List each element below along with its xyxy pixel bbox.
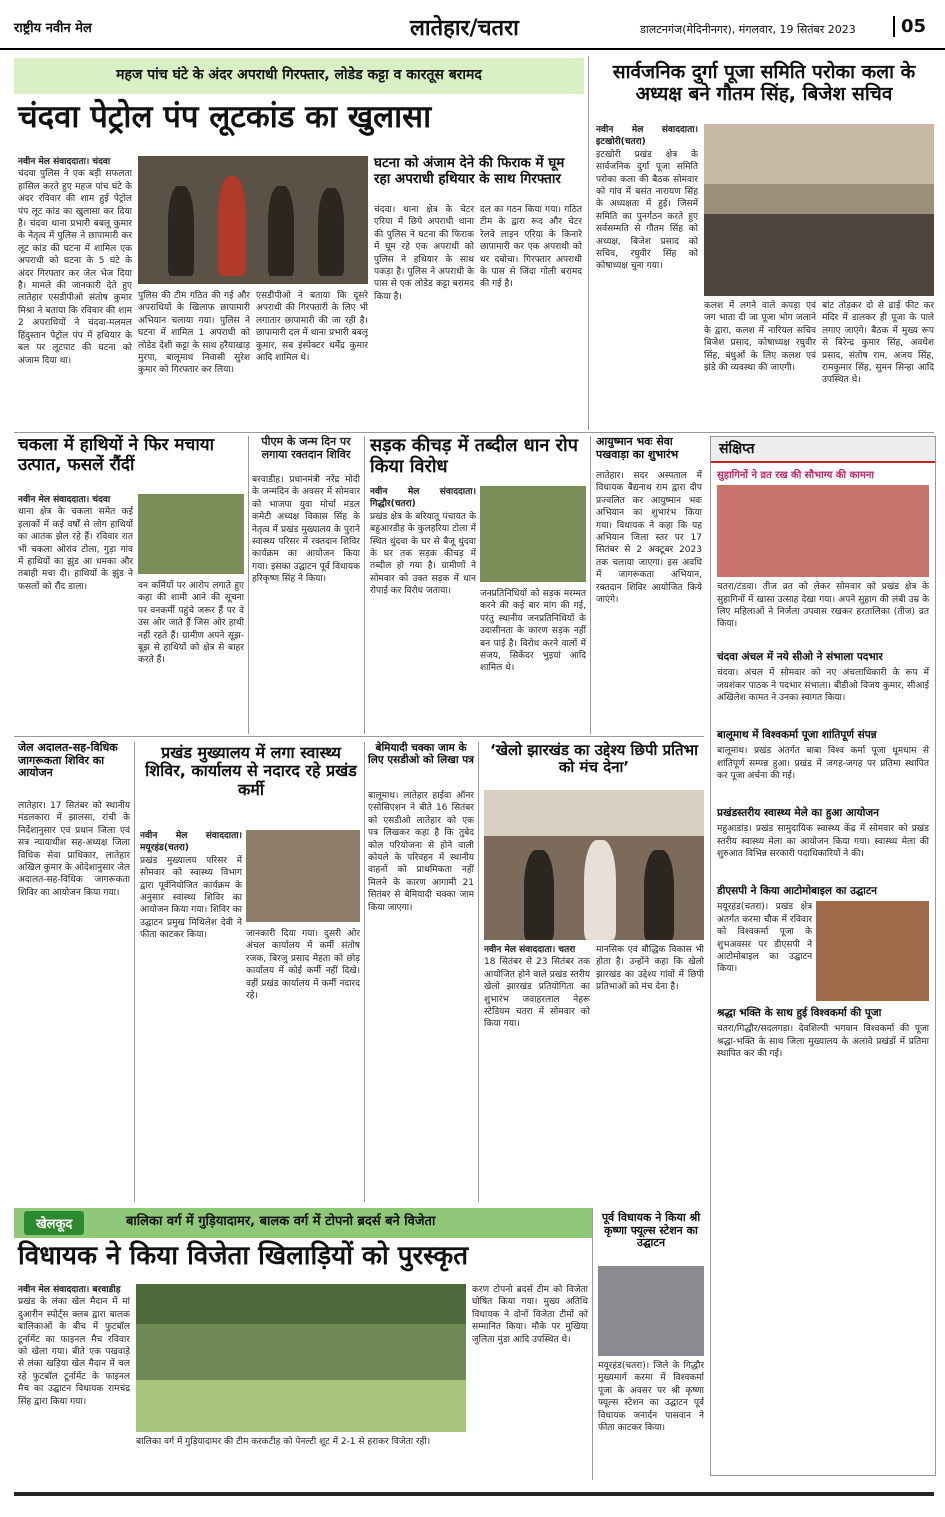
khelo-col2: मानसिक एवं बौद्धिक विकास भी होता है। उन्होंने कहा कि खेलो झारखंड का उद्देश्य गांवों में छिपी प्रतिभाओं को मंच देना है। <box>596 945 704 993</box>
lead-headline: चंदवा पेट्रोल पंप लूटकांड का खुलासा <box>18 99 432 135</box>
sports-body-text: प्रखंड के लंका खेल मैदान में मां दुआरीन स्पोर्ट्स क्लब द्वारा बालक बालिकाओं के बीच में फुटबॉल टूर्नामेंट का फाइनल मैच रविवार को खेला गया। बीते एक पखवाड़े से लंका खड़िया खेल मैदान में चल रहे फुटबॉल टूर्नामेंट के फाइनल मैच का उद्घाटन विधायक रामचंद्र सिंह द्वारा किया गया। <box>18 1297 130 1407</box>
brief-item6-headline: श्रद्धा भक्ति के साथ हुई विश्वकर्मा की पूजा <box>717 1007 882 1020</box>
brief-item5-body: मयूरहंड(चतरा)। प्रखंड क्षेत्र अंतर्गत करमा चौक में रविवार को विश्वकर्मा पूजा के शुभअवसर पर डीएसपी ने आटोमोबाइल का उद्घाटन किया। <box>717 902 813 975</box>
petrol-body: मयूरहंड(चतरा)। जिले के गिद्धौर मुख्यमार्ग करमा में विश्वकर्मा पूजा के अवसर पर श्री कृष्णा फ्यूल्स स्टेशन का उद्घाटन पूर्व विधायक जनार्दन पासवान ने फीता काटकर किया। <box>598 1361 704 1434</box>
lead-sub-col2: दल का गठन किया गया। गठित टीम के द्वारा रूद और चेटर रेलवे लाइन एरिया के किनारे छापामारी कर एक अपराधी को धर दबोचा। गिरफ्तार अपराधी के पास से जिंदा गोली बरामद की गई है। <box>480 205 582 290</box>
lead-col3: एसडीपीओ ने बताया कि दूसरे अपराधी की गिरफ्तारी के लिए भी लगातार छापामारी की जा रही है। छापामारी दल में थाना प्रभारी बबलू कुमार, सब इंस्पेक्टर धर्मेंद्र कुमार आदि शामिल थे। <box>256 291 368 364</box>
healthcamp-body-text: प्रखंड मुख्यालय परिसर में सोमवार को स्वास्थ्य विभाग द्वारा पूर्वनियोजित कार्यक्रम के अनुसार स्वास्थ्य शिविर का आयोजन किया गया। शिविर का उद्घाटन प्रमुख मिथिलेश देवी ने फीता काटकर किया। <box>140 855 242 941</box>
durga-col3: बांट तोड़कर दो से ढाई फीट कर मंदिर में डालकर ही पूजा के पाले लगाए जाएंगे। बैठक में मुख्य रूप से बिरेन्द्र कुमार सिंह, अवधेश प्रसाद, संतोष राम, अजय सिंह, रामकुमार सिंह, सुमन सिन्हा आदि उपस्थित थे। <box>822 301 934 386</box>
newspaper-logo: राष्ट्रीय नवीन मेल <box>14 21 92 36</box>
column-divider <box>590 436 591 734</box>
road-col2: जनप्रतिनिधियों को सड़क मरम्मत करने की कई बार मांग की गई, परंतु स्थानीय जनप्रतिनिधियों के उदासीनता के कारण सड़क नहीं बन पाई है। विरोध करने वालों में संजय, सिकेंदर भुइयां आदि शामिल थे। <box>480 589 586 674</box>
road-body-text: प्रखंड क्षेत्र के बरियातू पंचायत के बहुआरडीह के कुलहरिया टोला में स्थित धुंदवा के घर से बैजू धुंदवा के घर तक सड़क कीचड़ में तब्दील हो गया है। ग्रामीणों ने सोमवार को उक्त सड़क में धान रोपाई कर विरोध जताया। <box>370 511 476 597</box>
brief-item3-headline: बालूमाथ में विश्वकर्मा पूजा शांतिपूर्ण संपन्न <box>717 729 877 742</box>
healthcamp-byline: नवीन मेल संवाददाता। मयूरहंड(चतरा) <box>140 831 242 854</box>
footer-rule <box>14 1492 934 1496</box>
dateline: डालटनगंज(मेदिनीनगर), मंगलवार, 19 सितंबर 2023 <box>640 23 856 36</box>
road-body <box>370 486 476 730</box>
legalcamp-headline: जेल अदालत-सह-विधिक जागरूकता शिविर का आयोजन <box>18 741 118 780</box>
bloodcamp-headline: पीएम के जन्म दिन पर लगाया रक्तदान शिविर <box>261 435 351 461</box>
lead-photo <box>138 156 368 284</box>
healthcamp-headline: प्रखंड मुख्यालय में लगा स्वास्थ्य शिविर, कार्यालय से नदारद रहे प्रखंड कर्मी <box>145 743 357 799</box>
elephants-body-text: थाना क्षेत्र के चकला समेत कई इलाकों में कई वर्षों से लोग हाथियों का आतंक झेल रहे हैं। रविवार रात भी चकला ओरांव टोला, गुड़ा गांव में हाथियों का झुंड आ धमका और तबाही मचा दी। हाथियों के झुंड ने फसलों को रौंद डाला। <box>18 507 133 592</box>
bloodcamp-body: बरवाडीह। प्रधानमंत्री नरेंद्र मोदी के जन्मदिन के अवसर में सोमवार को भाजपा युवा मोर्चा मंडल कमेटी अध्यक्ष विकास सिंह के नेतृत्व में प्रखंड मुख्यालय के पुराने स्वास्थ्य परिसर में रक्तदान शिविर कार्यक्रम का आयोजन किया गया। इसका उद्घाटन पूर्व विधायक हरिकृष्ण सिंह ने किया। <box>252 475 360 585</box>
brief-item2-body: चंदवा। अंचल में सोमवार को नए अंचलाधिकारी के रूप में जयशंकर पाठक ने पदभार संभाला। बीडीओ विजय कुमार, सीआई अखिलेश कामत ने उनका स्वागत किया। <box>717 668 929 703</box>
sports-photo <box>136 1284 466 1432</box>
ayushman-body: लातेहार। सदर अस्पताल में विधायक बैद्यनाथ राम द्वारा दीप प्रज्वलित कर आयुष्मान भवः अभियान का शुभारंभ किया गया। विधायक ने कहा कि यह अभियान जिला स्तर पर 17 सितंबर से 2 अक्टूबर 2023 तक चलाया जाएगा। इस अवधि में जागरूकता अभियान, रक्तदान शिविर आयोजित किये जाएंगे। <box>596 471 702 606</box>
brief-item5-photo <box>816 901 929 1001</box>
sports-kicker-band <box>14 1208 592 1238</box>
road-photo <box>480 486 586 582</box>
section-title: लातेहार/चतरा <box>410 16 519 41</box>
lead-kicker: महज पांच घंटे के अंदर अपराधी गिरफ्तार, लोडेड कट्टा व कारतूस बरामद <box>116 67 482 83</box>
durga-photo <box>704 124 934 296</box>
brief-item1-body: चतरा/टंडवा। तीज व्रत को लेकर सोमवार को प्रखंड क्षेत्र के सुहागिनों में खासा उत्साह देखा गया। अपने सुहाग की लंबी उम्र के लिए महिलाओं ने निर्जला उपवास रखकर हरतालिका (तीज) व्रत किया। <box>717 582 929 630</box>
lead-sub-headline: घटना को अंजाम देने की फिराक में घूम रहा अपराधी हथियार के साथ गिरफ्तार <box>374 155 565 187</box>
khelo-headline: ‘खेलो झारखंड का उद्देश्य छिपी प्रतिभा को मंच देना’ <box>490 741 698 777</box>
durga-byline: नवीन मेल संवाददाता। इटखोरी(चतरा) <box>596 125 698 148</box>
sports-photo-caption: बालिका वर्ग में गुड़ियादामर की टीम करकटीह को पेनल्टी शूट में 2-1 से हराकर विजेता रही। <box>136 1437 431 1447</box>
brief-item2-headline: चंदवा अंचल में नये सीओ ने संभाला पदभार <box>717 651 883 664</box>
khelo-body-text: 18 सितंबर से 23 सितंबर तक आयोजित होने वाले प्रखंड स्तरीय खेलो झारखंड प्रतियोगिता का शुभारंभ जवाहरलाल नेहरू स्टेडियम चतरा में सोमवार को किया गया। <box>484 957 590 1030</box>
petrol-headline: पूर्व विधायक ने किया श्री कृष्णा फ्यूल्स स्टेशन का उद्घाटन <box>601 1211 701 1250</box>
sports-body <box>18 1284 130 1480</box>
jam-body: बालूमाथ। लातेहार हाईवा ऑनर एसोसिएशन ने बीते 16 सितंबर को एसडीओ लातेहार को एक पत्र लिखकर कहा है कि तुबेद कोल परियोजना से होने वाली कोयले के परिवहन में स्थानीय वाहनों को प्राथमिकता नहीं मिलने के कारण आगामी 21 सितंबर से बेमियादी चक्का जाम किया जाएगा। <box>368 791 474 913</box>
brief-sidebar <box>710 436 936 1476</box>
legalcamp-body: लातेहार। 17 सितंबर को स्थानीय मंडलकारा में झालसा, रांची के निर्देशानुसार एवं प्रधान जिला एवं सत्र न्यायाधीश सह-अध्यक्ष जिला विधिक सेवा प्राधिकार, लातेहार अखिल कुमार के ओदेशानुसार जेल अदालत-सह-विधिक जागरूकता शिविर का आयोजन किया गया। <box>18 801 130 898</box>
khelo-body <box>484 944 590 1202</box>
khelo-byline: नवीन मेल संवाददाता। चतरा <box>484 945 576 955</box>
column-divider <box>364 436 365 734</box>
durga-body <box>596 124 698 424</box>
brief-item5-headline: डीएसपी ने किया आटोमोबाइल का उद्घाटन <box>717 885 877 898</box>
healthcamp-col2: जानकारी दिया गया। दुसरी ओर अंचल कार्यालय में कर्मी संतोष रजक, बिरजु प्रसाद मेहता को छोड़ कार्यालय में कोई कर्मी नहीं दिखे। वहीं प्रखंड कार्यालय में कर्मी नदारद रहे। <box>246 929 360 1002</box>
column-divider <box>592 1208 593 1480</box>
lead-body-text: चंदवा पुलिस ने एक बड़ी सफलता हासिल करते हुए महज पांच घंटे के अंदर रविवार की शाम हुई पेट्रोल पंप लूट कांड का खुलासा कर दिया है। चंदवा थाना प्रभारी बबलू कुमार के नेतृत्व में पुलिस ने छापामारी कर लूट कांड की घटना में शामिल एक अपराधी को घटना के 5 घंटे के अंदर गिरफ्तार कर जेल भेज दिया है। मामले की जानकारी देते हुए लातेहार एसडीपीओ संतोष कुमार मिश्रा ने बताया कि रविवार की शाम 2 अपराधियों ने चंदवा-मलमल हिंदुस्तान पेट्रोल पंप में हथियार के बल पर लूटपाट की घटना को अंजाम दिया था। <box>18 169 132 366</box>
lead-sub-col1: चंदवा। थाना क्षेत्र के चेटर एरिया में छिपे अपराधी थाना की पुलिस ने घटना की फिराक में घूम रहे एक अपराधी को पुलिस ने हथियार के साथ पकड़ा है। पुलिस ने अपराधी के पास से एक लोडेड कट्टा बरामद किया है। <box>374 205 474 302</box>
road-byline: नवीन मेल संवाददाता। गिद्धौर(चतरा) <box>370 487 476 510</box>
sports-col3: करण टोपनो ब्रदर्स टीम को विजेता घोषित किया गया। मुख्य अतिथि विधायक ने दोनों विजेता टीमों को सम्मानित किया। मौके पर मुखिया जुलिता मुंडा आदि उपस्थित थे। <box>472 1285 588 1345</box>
ayushman-headline: आयुष्मान भवः सेवा पखवाड़ा का शुभारंभ <box>596 435 679 461</box>
durga-col2: कलश में लगने वाले कपड़ा एवं जग भाता दी जा पूजा भोग जलाने के द्वारा, कलश में नारियल सचिव बिजेश प्रसाद, कोषाध्यक्ष रघुवीर सिंह, बंधुओं के लिए कलश एवं झंडे की व्यवस्था की जाएगी। <box>704 301 816 374</box>
elephants-byline: नवीन मेल संवाददाता। चंदवा <box>18 495 111 505</box>
section-divider <box>14 736 704 737</box>
road-headline: सड़क कीचड़ में तब्दील धान रोप किया विरोध <box>370 435 578 477</box>
elephants-photo <box>138 494 244 574</box>
healthcamp-photo <box>246 830 360 922</box>
durga-body-text: इटखोरी प्रखंड क्षेत्र के सार्वजनिक दुर्गा पूजा समिति परोका कला की बैठक सोमवार को गांव में बसंत नारायण सिंह के अध्यक्षता में हुई। जिसमें समिति का पुनर्गठन करते हुए सर्वसम्मति से गौतम सिंह को अध्यक्ष, बिजेश प्रसाद को सचिव, रघुवीर सिंह को कोषाध्यक्ष चुना गया। <box>596 149 698 272</box>
brief-item3-body: बालूमाथ। प्रखंड अंतर्गत बाबा विश्व कर्मा पूजा धूमधाम से शांतिपूर्ण सम्पन्न हुआ। प्रखंड में जगह-जगह पर प्रतिमा स्थापित कर पूजा अर्चना की गई। <box>717 746 929 782</box>
sports-kicker: बालिका वर्ग में गुड़ियादामर, बालक वर्ग में टोपनो ब्रदर्स बने विजेता <box>126 1214 436 1229</box>
column-divider <box>478 742 479 1202</box>
brief-item4-body: महुआडांड़। प्रखंड सामुदायिक स्वास्थ्य केंद्र में सोमवार को प्रखंड स्तरीय स्वास्थ्य मेला का आयोजन किया गया। स्वास्थ्य मेला की शुरुआत विभिन्न सरकारी पदाधिकारियों ने की। <box>717 824 929 860</box>
column-divider <box>364 742 365 1202</box>
brief-item6-body: चतरा/गिद्धौर/सदलगड़ा। देवशिल्पी भगवान विश्वकर्मा की पूजा श्रद्धा-भक्ति के साथ जिला मुख्यालय के अलावे प्रखंडों में प्रतिमा स्थापित कर की गई। <box>717 1024 929 1060</box>
lead-kicker-strap <box>14 58 584 94</box>
khelo-photo <box>484 790 704 940</box>
jam-headline: बेमियादी चक्का जाम के लिए एसडीओ को लिखा पत्र <box>368 742 474 767</box>
durga-headline: सार्वजनिक दुर्गा पूजा समिति परोका कला के अध्यक्ष बने गौतम सिंह, बिजेश सचिव <box>612 61 916 105</box>
lead-col2: पुलिस की टीम गठित की गई और अपराधियों के खिलाफ छापामारी अभियान चलाया गया। पुलिस ने घटना में शामिल 1 अपराधी को लोडेड देशी कट्टा के साथ हरैयाखाड़ मुरपा, बालूमाथ निवासी सुरेश कुमार को गिरफ्तार कर लिया। <box>138 291 250 376</box>
elephants-body <box>18 494 133 730</box>
brief-title: संक्षिप्त <box>711 437 935 463</box>
elephants-col2: वन कर्मियों पर आरोप लगाते हुए कहा की शामी आने की सूचना पर वनकर्मी पहुंचे जरूर हैं पर वे उस ओर जाते हैं जिस ओर हाथी नहीं रहते हैं। ग्रामीण अपने सूझ-बूझ से हाथियों को क्षेत्र से बाहर करते हैं। <box>138 581 244 666</box>
masthead <box>0 0 945 50</box>
lead-body <box>18 156 132 426</box>
brief-item1-headline: सुहागिनों ने व्रत रख की सौभाग्य की कामना <box>717 470 874 482</box>
brief-item4-headline: प्रखंडस्तरीय स्वास्थ्य मेले का हुआ आयोजन <box>717 807 879 820</box>
section-divider <box>14 432 934 433</box>
elephants-headline: चकला में हाथियों ने फिर मचाया उत्पात, फसलें रौंदीं <box>18 435 215 475</box>
sports-headline: विधायक ने किया विजेता खिलाड़ियों को पुरस्कृत <box>18 1241 469 1271</box>
page-number: 05 <box>893 16 926 37</box>
sports-byline: नवीन मेल संवाददाता। बरवाडीह <box>18 1285 121 1295</box>
column-divider <box>248 436 249 734</box>
column-divider <box>588 56 589 430</box>
sports-tag: खेलकूद <box>24 1211 84 1235</box>
lead-byline: नवीन मेल संवाददाता। चंदवा <box>18 157 111 167</box>
brief-item1-photo <box>717 485 929 577</box>
petrol-photo <box>598 1266 704 1356</box>
column-divider <box>134 742 135 1202</box>
healthcamp-body <box>140 830 242 1202</box>
